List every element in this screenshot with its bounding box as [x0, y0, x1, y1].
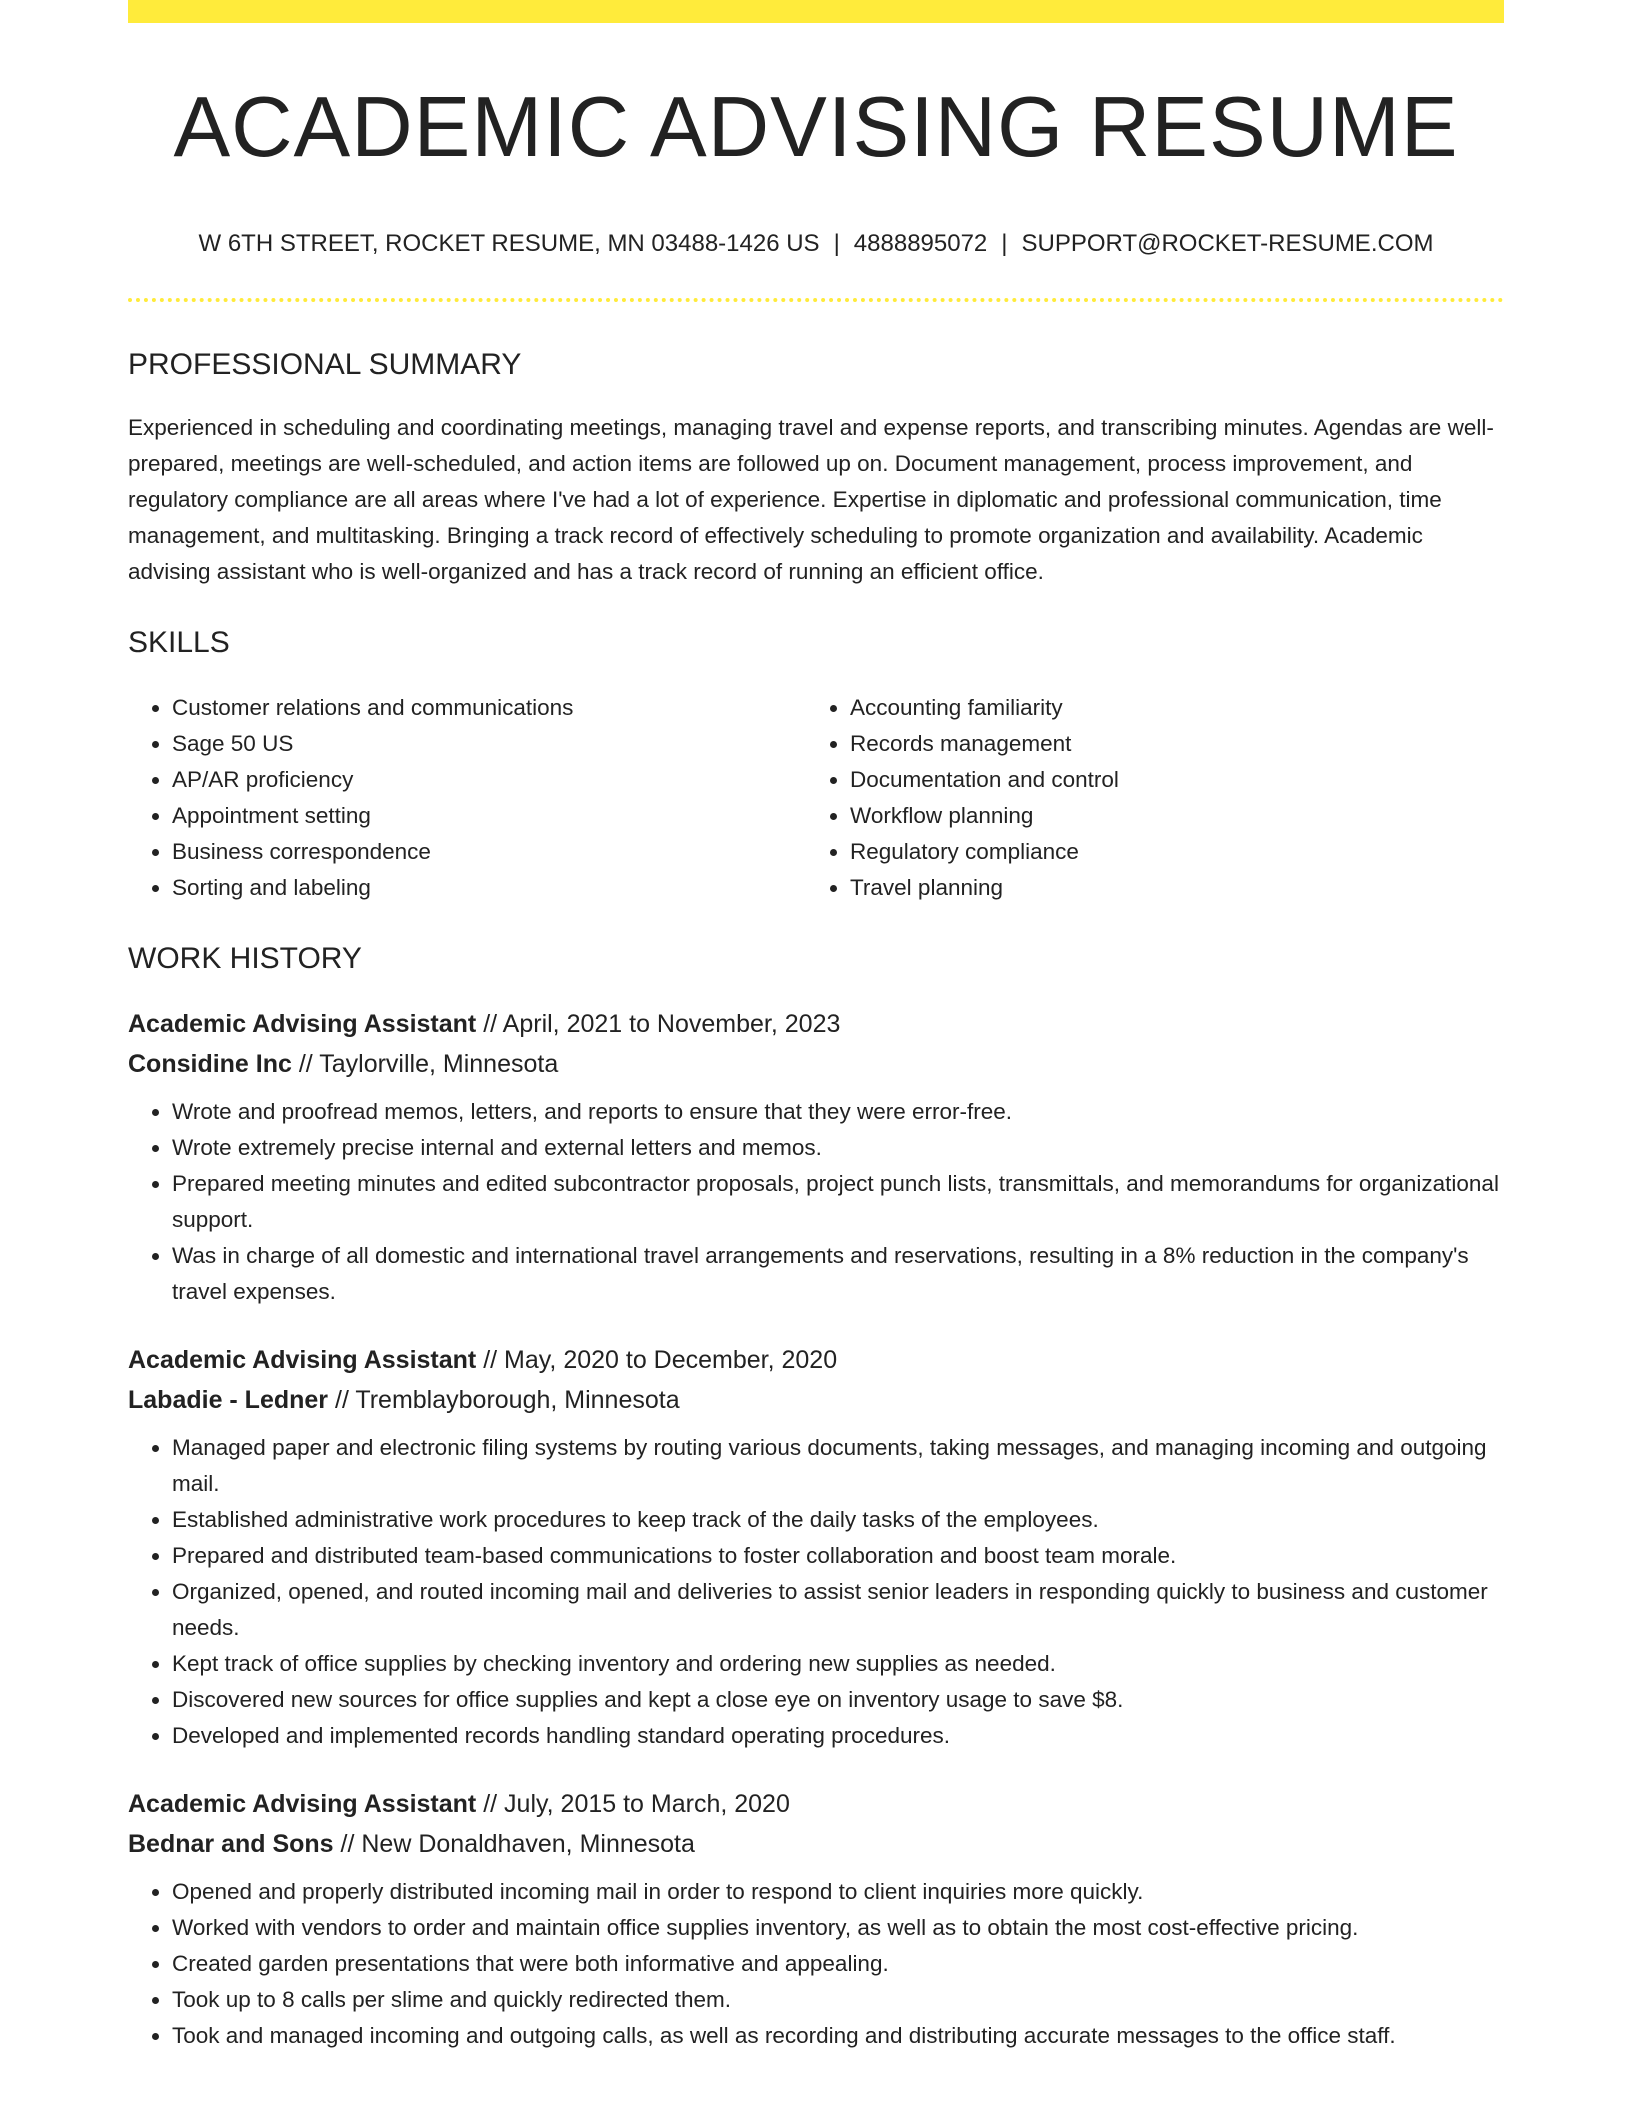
job-bullet: • Took up to 8 calls per slime and quickly redirected them.: [172, 1982, 1504, 2018]
job-title-line: [128, 1340, 1504, 1380]
resume-page: [128, 0, 1504, 2054]
job-dates: // July, 2015 to March, 2020: [476, 1790, 790, 1818]
job-title: Academic Advising Assistant: [128, 1790, 477, 1818]
job-title-line: [128, 1784, 1504, 1824]
job-company-line: [128, 1044, 1504, 1084]
job-dates: // May, 2020 to December, 2020: [476, 1346, 838, 1374]
skill-item: • Regulatory compliance: [850, 834, 1484, 870]
job-bullets: [128, 1094, 1504, 1310]
job-company-line: [128, 1824, 1504, 1864]
contact-address: W 6TH STREET, ROCKET RESUME, MN 03488-1426 US: [198, 230, 820, 257]
skill-item: • Workflow planning: [850, 798, 1484, 834]
skills-column-right: [806, 690, 1484, 906]
top-accent-bar: [128, 0, 1504, 23]
skill-item: • Records management: [850, 726, 1484, 762]
summary-text: Experienced in scheduling and coordinating meetings, managing travel and expense reports, and transcribing minutes. Agendas are well-prepared, meetings are well-scheduled, and action items are followed up on. Document management, process improvement, and regulatory compliance are all areas where I've had a lot of experience. Expertise in diplomatic and professional communication, time management, and multitasking. Bringing a track record of effectively scheduling to promote organization and availability. Academic advising assistant who is well-organized and has a track record of running an efficient office.: [128, 415, 1494, 584]
job-bullet: • Wrote and proofread memos, letters, and reports to ensure that they were error-free.: [172, 1094, 1504, 1130]
job-bullet: • Prepared and distributed team-based communications to foster collaboration and boost team morale.: [172, 1538, 1504, 1574]
contact-line: [128, 232, 1504, 256]
skill-item: • Documentation and control: [850, 762, 1484, 798]
contact-phone: 4888895072: [853, 230, 988, 257]
contact-separator: |: [833, 230, 840, 257]
job-title: Academic Advising Assistant: [128, 1346, 477, 1374]
job-bullet: • Developed and implemented records handling standard operating procedures.: [172, 1718, 1504, 1754]
skill-item: • Accounting familiarity: [850, 690, 1484, 726]
job-bullet: • Kept track of office supplies by checking inventory and ordering new supplies as needed.: [172, 1646, 1504, 1682]
skills-heading: SKILLS: [128, 626, 230, 659]
job-bullet: • Worked with vendors to order and maintain office supplies inventory, as well as to obtain the most cost-effective pricing.: [172, 1910, 1504, 1946]
summary-heading: PROFESSIONAL SUMMARY: [128, 348, 522, 381]
job-bullet: • Prepared meeting minutes and edited subcontractor proposals, project punch lists, transmittals, and memorandums for organizational support.: [172, 1166, 1504, 1238]
job-bullet: • Opened and properly distributed incoming mail in order to respond to client inquiries more quickly.: [172, 1874, 1504, 1910]
job-dates: // April, 2021 to November, 2023: [476, 1010, 841, 1038]
skills-list: [128, 690, 1504, 906]
job-bullets: [128, 1430, 1504, 1754]
dotted-divider: [128, 298, 1504, 302]
job-bullet: • Took and managed incoming and outgoing calls, as well as recording and distributing accurate messages to the office staff.: [172, 2018, 1504, 2054]
job-entry: [128, 1340, 1504, 1754]
skill-item: • Travel planning: [850, 870, 1484, 906]
job-company: Labadie - Ledner: [128, 1386, 329, 1414]
contact-separator: |: [1001, 230, 1008, 257]
job-bullet: • Created garden presentations that were both informative and appealing.: [172, 1946, 1504, 1982]
skill-item: • Sage 50 US: [172, 726, 806, 762]
work-history-heading: WORK HISTORY: [128, 942, 362, 975]
skill-item: • Business correspondence: [172, 834, 806, 870]
job-title-line: [128, 1004, 1504, 1044]
skill-item: • Customer relations and communications: [172, 690, 806, 726]
job-location: // Tremblayborough, Minnesota: [328, 1386, 680, 1414]
job-bullets: [128, 1874, 1504, 2054]
job-location: // Taylorville, Minnesota: [291, 1050, 559, 1078]
job-entry: [128, 1784, 1504, 2054]
job-title: Academic Advising Assistant: [128, 1010, 477, 1038]
job-entry: [128, 1004, 1504, 1310]
job-bullet: • Was in charge of all domestic and international travel arrangements and reservations, resulting in a 8% reduction in the company's travel expenses.: [172, 1238, 1504, 1310]
job-company-line: [128, 1380, 1504, 1420]
job-location: // New Donaldhaven, Minnesota: [333, 1830, 695, 1858]
job-bullet: • Wrote extremely precise internal and external letters and memos.: [172, 1130, 1504, 1166]
skill-item: • Appointment setting: [172, 798, 806, 834]
job-bullet: • Managed paper and electronic filing systems by routing various documents, taking messages, and managing incoming and outgoing mail.: [172, 1430, 1504, 1502]
skills-column-left: [128, 690, 806, 906]
job-company: Considine Inc: [128, 1050, 292, 1078]
job-bullet: • Discovered new sources for office supplies and kept a close eye on inventory usage to save $8.: [172, 1682, 1504, 1718]
resume-title: ACADEMIC ADVISING RESUME: [173, 80, 1459, 175]
job-company: Bednar and Sons: [128, 1830, 334, 1858]
job-bullet: • Organized, opened, and routed incoming mail and deliveries to assist senior leaders in responding quickly to business and customer needs.: [172, 1574, 1504, 1646]
job-bullet: • Established administrative work procedures to keep track of the daily tasks of the employees.: [172, 1502, 1504, 1538]
contact-email: SUPPORT@ROCKET-RESUME.COM: [1021, 230, 1434, 257]
skill-item: • AP/AR proficiency: [172, 762, 806, 798]
skill-item: • Sorting and labeling: [172, 870, 806, 906]
